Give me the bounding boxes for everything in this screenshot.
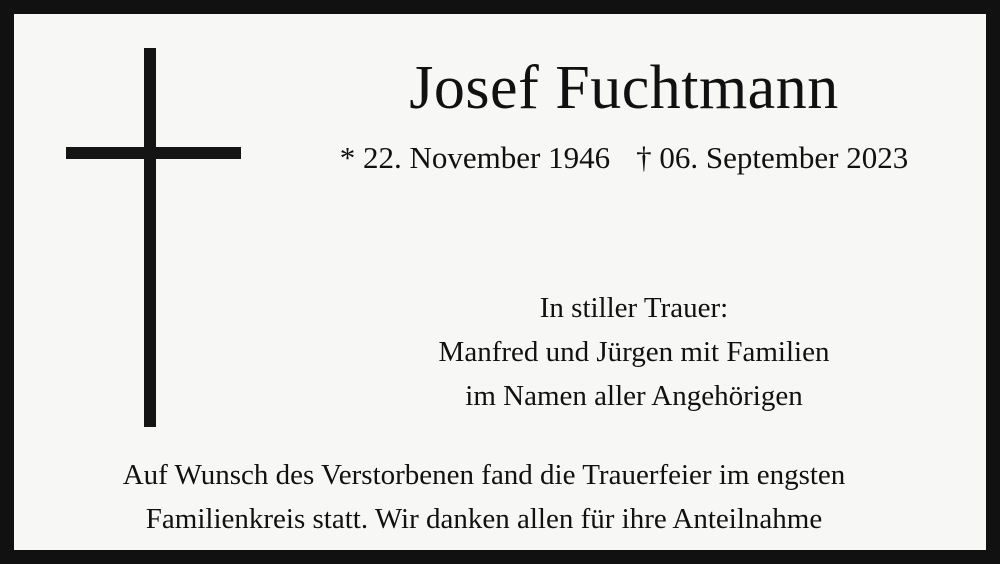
deceased-name: Josef Fuchtmann — [409, 54, 839, 122]
mourning-line-2: im Namen aller Angehörigen — [465, 380, 803, 413]
deceased-header — [254, 56, 994, 176]
obituary-inner-card — [14, 14, 986, 550]
funeral-note — [34, 454, 934, 541]
christian-cross-icon — [66, 32, 241, 427]
mourning-block — [284, 286, 984, 418]
cross-vertical-bar — [144, 48, 156, 427]
birth-date: * 22. November 1946 — [339, 140, 611, 176]
cross-horizontal-bar — [66, 147, 241, 159]
mourning-intro: In stiller Trauer: — [539, 292, 729, 324]
funeral-note-line-1: Auf Wunsch des Verstorbenen fand die Trauerfeier im engsten — [122, 459, 846, 491]
life-dates — [254, 139, 994, 176]
funeral-note-line-2: Familienkreis statt. Wir danken allen für ihre Anteilnahme — [145, 502, 823, 535]
death-date: † 06. September 2023 — [636, 140, 909, 176]
mourning-line-1: Manfred und Jürgen mit Familien — [438, 336, 830, 369]
